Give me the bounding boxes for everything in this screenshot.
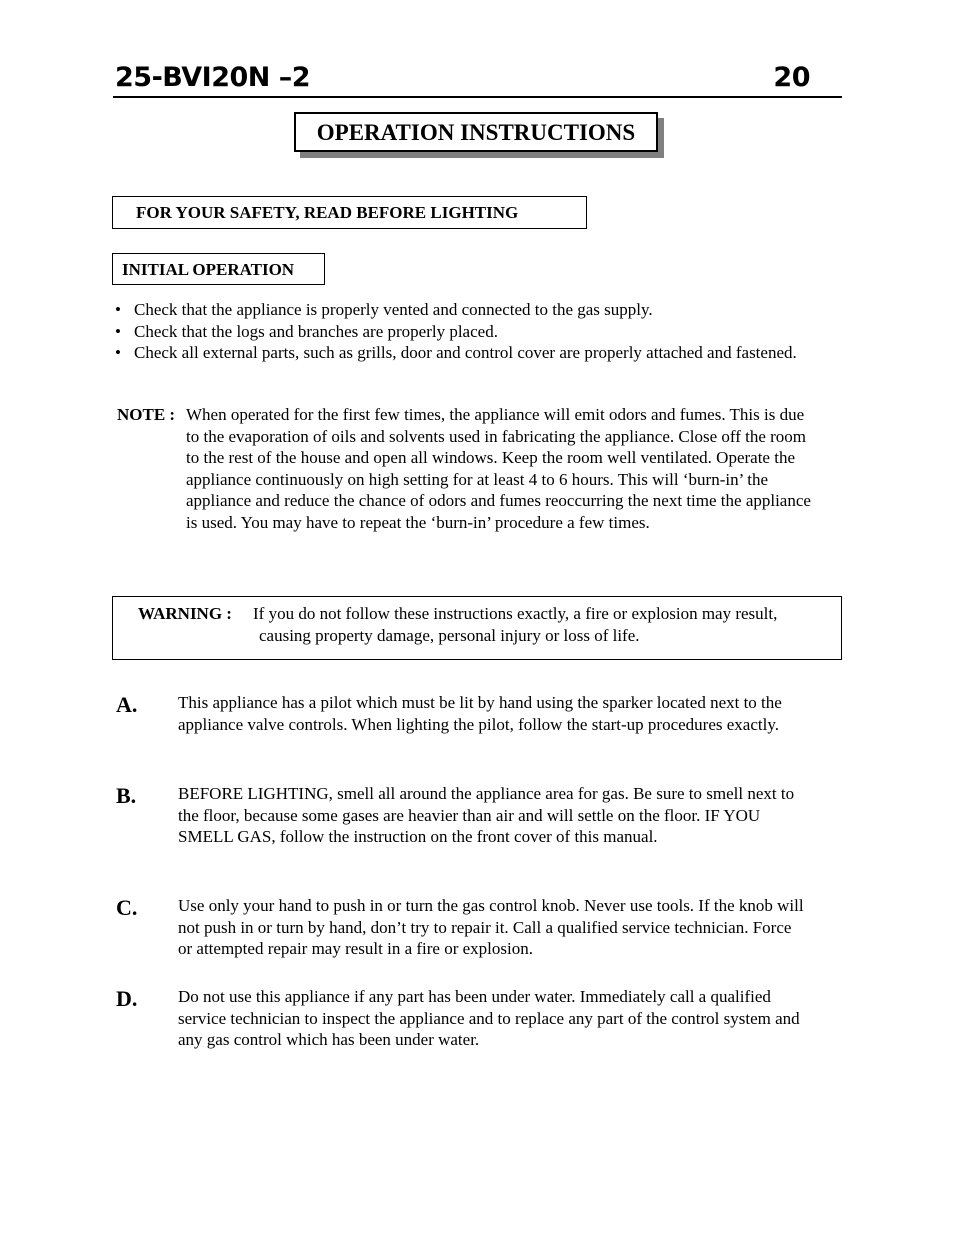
- list-item: [115, 299, 815, 321]
- note-block: [117, 404, 817, 534]
- note-text: When operated for the first few times, the appliance will emit odors and fumes. This is due to the evaporation of oils and solvents used in fabricating the appliance. Close off the room to the rest of the house and open all windows. Keep the room well ventilated. Operate the appliance continuously on high setting for at least 4 to 6 hours. This will ‘burn-in’ the appliance and reduce the chance of odors and fumes reoccurring the next time the appliance is used. You may have to repeat the ‘burn-in’ procedure a few times.: [186, 405, 811, 532]
- page-number: 20: [773, 62, 810, 93]
- list-item-text: Check all external parts, such as grills, door and control cover are properly attached and fastened.: [134, 343, 797, 362]
- safety-heading: FOR YOUR SAFETY, READ BEFORE LIGHTING: [112, 196, 587, 229]
- item-text: BEFORE LIGHTING, smell all around the appliance area for gas. Be sure to smell next to the floor, because some gases are heavier than air and will settle on the floor. IF YOU SMELL GAS, follow the instruction on the front cover of this manual.: [178, 784, 795, 847]
- item-letter: A.: [116, 692, 138, 717]
- item-letter: D.: [116, 986, 138, 1011]
- page-header: [113, 58, 842, 98]
- main-title-box: [294, 112, 658, 152]
- page-title: OPERATION INSTRUCTIONS: [294, 112, 658, 152]
- item-letter: C.: [116, 895, 138, 920]
- list-item-text: Check that the logs and branches are properly placed.: [134, 321, 498, 341]
- bullet-icon: •: [115, 300, 121, 319]
- bullet-icon: •: [115, 321, 121, 341]
- item-text: Do not use this appliance if any part has been under water. Immediately call a qualified service technician to inspect the appliance and to replace any part of the control system and any gas control which has been under water.: [178, 987, 800, 1050]
- initial-operation-heading: INITIAL OPERATION: [112, 253, 325, 285]
- item-letter: B.: [116, 783, 137, 808]
- list-item: [115, 321, 815, 343]
- warning-box: [112, 596, 842, 660]
- list-item-text: Check that the appliance is properly vented and connected to the gas supply.: [134, 300, 653, 319]
- bullet-icon: •: [115, 343, 121, 362]
- warning-text: If you do not follow these instructions exactly, a fire or explosion may result, causing property damage, personal injury or loss of life.: [253, 604, 778, 645]
- list-item: [115, 342, 815, 364]
- item-text: Use only your hand to push in or turn the gas control knob. Never use tools. If the knob will not push in or turn by hand, don’t try to repair it. Call a qualified service technician. Force or attempted repair may result in a fire or explosion.: [178, 896, 804, 959]
- item-text: This appliance has a pilot which must be lit by hand using the sparker located next to the appliance valve controls. When lighting the pilot, follow the start-up procedures exactly.: [178, 693, 782, 734]
- model-number: 25-BVI20N –2: [115, 62, 311, 93]
- note-label: NOTE :: [117, 405, 176, 424]
- checklist: [115, 299, 815, 364]
- warning-label: WARNING :: [138, 604, 232, 623]
